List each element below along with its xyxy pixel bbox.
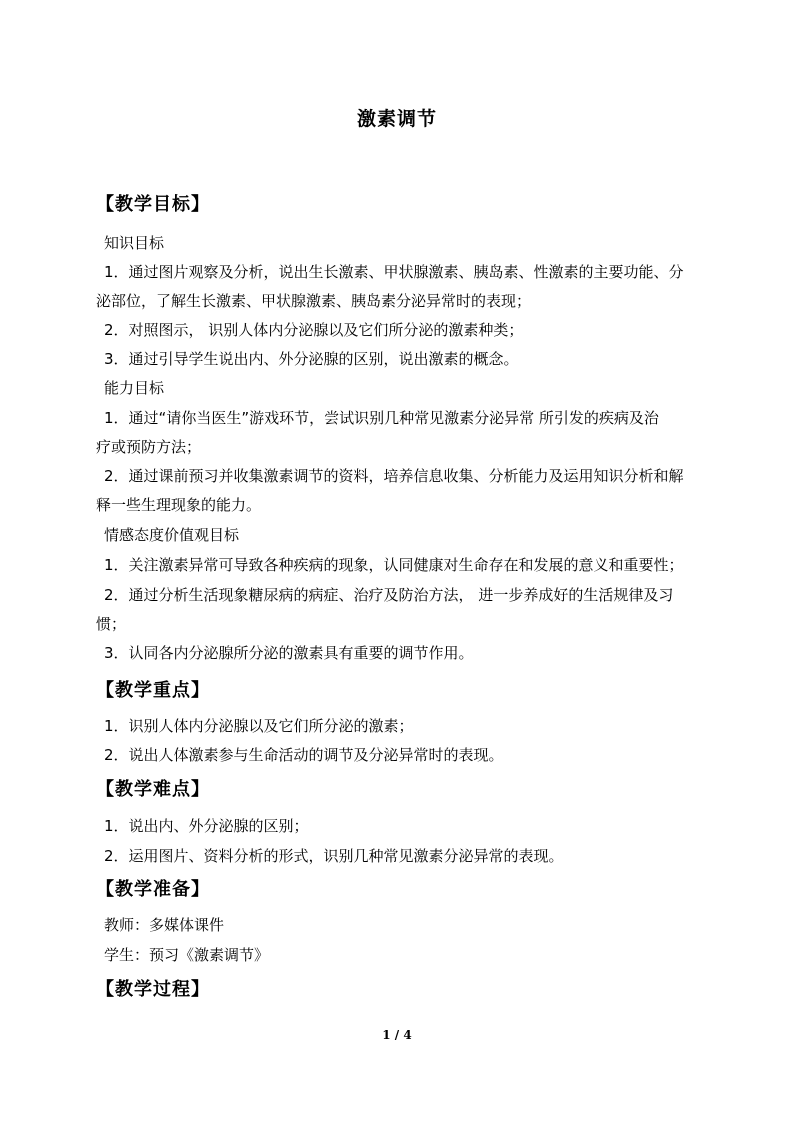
section-heading-process: 【教学过程】 <box>96 979 210 1000</box>
page-number: 1 / 4 <box>382 1028 412 1042</box>
knowledge-goal-item: 2．对照图示， 识别人体内分泌腺以及它们所分泌的激素种类； <box>104 321 524 339</box>
emotion-goal-item: 3．认同各内分泌腺所分泌的激素具有重要的调节作用。 <box>104 644 474 662</box>
knowledge-goal-label: 知识目标 <box>104 234 165 252</box>
ability-goal-label: 能力目标 <box>104 379 165 397</box>
knowledge-goal-item: 3．通过引导学生说出内、外分泌腺的区别，说出激素的概念。 <box>104 350 519 368</box>
emotion-goal-item: 2．通过分析生活现象糖尿病的病症、治疗及防治方法， 进一步养成好的生活规律及习 <box>104 586 674 604</box>
key-point-item: 1．识别人体内分泌腺以及它们所分泌的激素； <box>104 717 414 735</box>
preparation-item-student: 学生：预习《激素调节》 <box>104 946 270 964</box>
section-heading-goals: 【教学目标】 <box>96 194 210 215</box>
section-heading-preparation: 【教学准备】 <box>96 879 210 900</box>
section-heading-difficulties: 【教学难点】 <box>96 779 210 800</box>
ability-goal-item-cont: 释一些生理现象的能力。 <box>96 496 262 514</box>
difficulty-item: 2．运用图片、资料分析的形式，识别几种常见激素分泌异常的表现。 <box>104 847 564 865</box>
knowledge-goal-item-cont: 泌部位，了解生长激素、甲状腺激素、胰岛素分泌异常时的表现； <box>96 292 532 310</box>
emotion-goal-item: 1．关注激素异常可导致各种疾病的现象，认同健康对生命存在和发展的意义和重要性； <box>104 556 684 574</box>
ability-goal-item: 1．通过“请你当医生”游戏环节，尝试识别几种常见激素分泌异常 所引发的疾病及治 <box>104 409 659 427</box>
section-heading-key-points: 【教学重点】 <box>96 680 210 701</box>
knowledge-goal-item: 1．通过图片观察及分析，说出生长激素、甲状腺激素、胰岛素、性激素的主要功能、分 <box>104 263 684 281</box>
preparation-item-teacher: 教师：多媒体课件 <box>104 916 225 934</box>
emotion-goal-item-cont: 惯； <box>96 615 127 633</box>
emotion-goal-label: 情感态度价值观目标 <box>104 526 240 544</box>
ability-goal-item-cont: 疗或预防方法； <box>96 438 202 456</box>
document-title: 激素调节 <box>356 108 437 130</box>
difficulty-item: 1．说出内、外分泌腺的区别； <box>104 817 309 835</box>
key-point-item: 2．说出人体激素参与生命活动的调节及分泌异常时的表现。 <box>104 746 504 764</box>
ability-goal-item: 2．通过课前预习并收集激素调节的资料，培养信息收集、分析能力及运用知识分析和解 <box>104 467 684 485</box>
